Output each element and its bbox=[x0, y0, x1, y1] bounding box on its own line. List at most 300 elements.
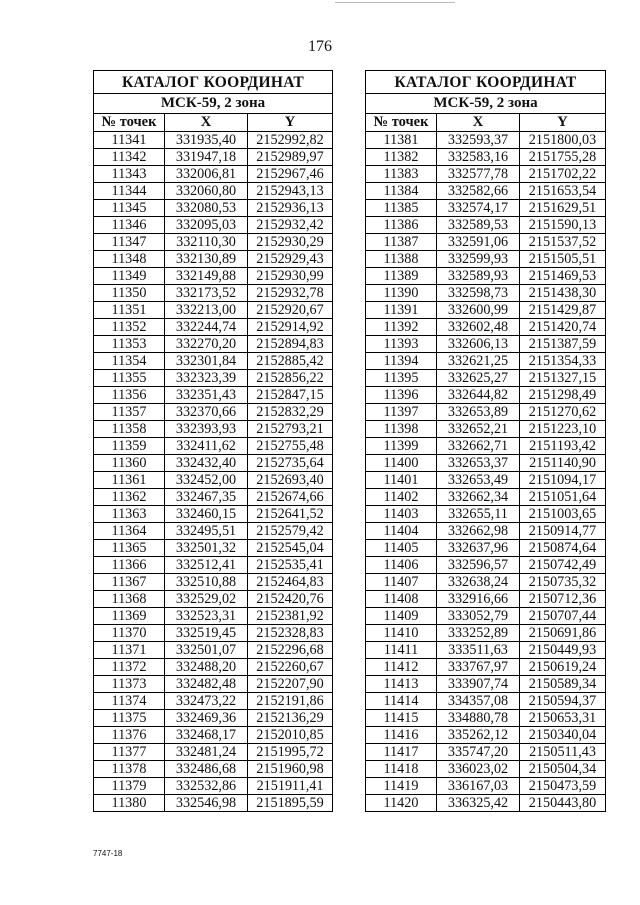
cell-point-number: 11382 bbox=[366, 149, 437, 166]
cell-y: 2151960,98 bbox=[248, 761, 333, 778]
cell-x: 332173,52 bbox=[165, 285, 248, 302]
cell-y: 2151653,54 bbox=[520, 183, 606, 200]
cell-x: 334357,08 bbox=[437, 693, 520, 710]
cell-point-number: 11352 bbox=[94, 319, 165, 336]
cell-y: 2151327,15 bbox=[520, 370, 606, 387]
cell-point-number: 11398 bbox=[366, 421, 437, 438]
table-row bbox=[94, 455, 333, 472]
cell-x: 332600,99 bbox=[437, 302, 520, 319]
cell-y: 2152641,52 bbox=[248, 506, 333, 523]
table-row bbox=[366, 795, 606, 812]
cell-point-number: 11419 bbox=[366, 778, 437, 795]
table-row bbox=[94, 149, 333, 166]
table-row bbox=[366, 591, 606, 608]
cell-y: 2151270,62 bbox=[520, 404, 606, 421]
cell-point-number: 11378 bbox=[94, 761, 165, 778]
cell-y: 2150707,44 bbox=[520, 608, 606, 625]
cell-y: 2152894,83 bbox=[248, 336, 333, 353]
cell-point-number: 11376 bbox=[94, 727, 165, 744]
cell-y: 2150691,86 bbox=[520, 625, 606, 642]
cell-y: 2151895,59 bbox=[248, 795, 333, 812]
cell-x: 332519,45 bbox=[165, 625, 248, 642]
cell-point-number: 11387 bbox=[366, 234, 437, 251]
cell-point-number: 11346 bbox=[94, 217, 165, 234]
cell-y: 2152920,67 bbox=[248, 302, 333, 319]
table-row bbox=[94, 778, 333, 795]
cell-y: 2152755,48 bbox=[248, 438, 333, 455]
cell-x: 332621,25 bbox=[437, 353, 520, 370]
cell-x: 333052,79 bbox=[437, 608, 520, 625]
table-row bbox=[94, 523, 333, 540]
cell-y: 2151193,42 bbox=[520, 438, 606, 455]
table-row bbox=[366, 353, 606, 370]
table-row bbox=[366, 608, 606, 625]
table-row bbox=[366, 506, 606, 523]
catalog-title: КАТАЛОГ КООРДИНАТ bbox=[94, 71, 333, 94]
cell-x: 332501,07 bbox=[165, 642, 248, 659]
cell-y: 2151537,52 bbox=[520, 234, 606, 251]
cell-y: 2150735,32 bbox=[520, 574, 606, 591]
cell-y: 2150443,80 bbox=[520, 795, 606, 812]
cell-point-number: 11353 bbox=[94, 336, 165, 353]
cell-point-number: 11354 bbox=[94, 353, 165, 370]
table-row bbox=[94, 710, 333, 727]
cell-y: 2152832,29 bbox=[248, 404, 333, 421]
cell-point-number: 11412 bbox=[366, 659, 437, 676]
cell-x: 332432,40 bbox=[165, 455, 248, 472]
cell-point-number: 11420 bbox=[366, 795, 437, 812]
cell-x: 333767,97 bbox=[437, 659, 520, 676]
cell-y: 2150449,93 bbox=[520, 642, 606, 659]
cell-x: 332482,48 bbox=[165, 676, 248, 693]
cell-point-number: 11342 bbox=[94, 149, 165, 166]
cell-x: 332589,93 bbox=[437, 268, 520, 285]
table-row bbox=[366, 727, 606, 744]
cell-x: 332583,16 bbox=[437, 149, 520, 166]
table-row bbox=[366, 183, 606, 200]
table-row bbox=[94, 183, 333, 200]
table-row bbox=[94, 574, 333, 591]
table-row bbox=[94, 285, 333, 302]
cell-y: 2152992,82 bbox=[248, 132, 333, 149]
cell-x: 332598,73 bbox=[437, 285, 520, 302]
cell-y: 2152381,92 bbox=[248, 608, 333, 625]
cell-x: 332473,22 bbox=[165, 693, 248, 710]
cell-y: 2152967,46 bbox=[248, 166, 333, 183]
table-row bbox=[366, 744, 606, 761]
table-row bbox=[94, 353, 333, 370]
table-row bbox=[366, 557, 606, 574]
table-row bbox=[366, 489, 606, 506]
cell-x: 332523,31 bbox=[165, 608, 248, 625]
cell-y: 2152989,97 bbox=[248, 149, 333, 166]
cell-x: 332510,88 bbox=[165, 574, 248, 591]
cell-point-number: 11358 bbox=[94, 421, 165, 438]
cell-y: 2151590,13 bbox=[520, 217, 606, 234]
cell-point-number: 11388 bbox=[366, 251, 437, 268]
column-header-x: X bbox=[165, 114, 248, 132]
cell-point-number: 11344 bbox=[94, 183, 165, 200]
cell-point-number: 11390 bbox=[366, 285, 437, 302]
cell-y: 2151438,30 bbox=[520, 285, 606, 302]
table-row bbox=[366, 166, 606, 183]
cell-x: 332591,06 bbox=[437, 234, 520, 251]
table-row bbox=[94, 795, 333, 812]
cell-y: 2152930,99 bbox=[248, 268, 333, 285]
cell-point-number: 11367 bbox=[94, 574, 165, 591]
coordinate-catalog-right bbox=[365, 70, 606, 812]
cell-y: 2151911,41 bbox=[248, 778, 333, 795]
cell-point-number: 11347 bbox=[94, 234, 165, 251]
table-row bbox=[94, 625, 333, 642]
cell-point-number: 11365 bbox=[94, 540, 165, 557]
table-row bbox=[94, 319, 333, 336]
cell-point-number: 11404 bbox=[366, 523, 437, 540]
cell-x: 332574,17 bbox=[437, 200, 520, 217]
table-row bbox=[94, 132, 333, 149]
cell-y: 2152693,40 bbox=[248, 472, 333, 489]
cell-x: 332589,53 bbox=[437, 217, 520, 234]
cell-point-number: 11374 bbox=[94, 693, 165, 710]
cell-x: 336325,42 bbox=[437, 795, 520, 812]
cell-point-number: 11408 bbox=[366, 591, 437, 608]
cell-x: 332653,37 bbox=[437, 455, 520, 472]
cell-y: 2150594,37 bbox=[520, 693, 606, 710]
table-row bbox=[94, 744, 333, 761]
cell-x: 332599,93 bbox=[437, 251, 520, 268]
cell-point-number: 11413 bbox=[366, 676, 437, 693]
cell-point-number: 11359 bbox=[94, 438, 165, 455]
table-row bbox=[366, 659, 606, 676]
table-row bbox=[366, 149, 606, 166]
cell-x: 333252,89 bbox=[437, 625, 520, 642]
cell-x: 332606,13 bbox=[437, 336, 520, 353]
cell-y: 2150742,49 bbox=[520, 557, 606, 574]
cell-x: 332468,17 bbox=[165, 727, 248, 744]
cell-point-number: 11393 bbox=[366, 336, 437, 353]
column-header-y: Y bbox=[520, 114, 606, 132]
cell-x: 332006,81 bbox=[165, 166, 248, 183]
table-row bbox=[366, 574, 606, 591]
cell-x: 332110,30 bbox=[165, 234, 248, 251]
cell-y: 2150589,34 bbox=[520, 676, 606, 693]
cell-x: 332213,00 bbox=[165, 302, 248, 319]
cell-y: 2151629,51 bbox=[520, 200, 606, 217]
cell-point-number: 11411 bbox=[366, 642, 437, 659]
column-header-point-number: № точек bbox=[366, 114, 437, 132]
cell-point-number: 11391 bbox=[366, 302, 437, 319]
cell-x: 332080,53 bbox=[165, 200, 248, 217]
cell-point-number: 11362 bbox=[94, 489, 165, 506]
cell-point-number: 11349 bbox=[94, 268, 165, 285]
cell-x: 332662,98 bbox=[437, 523, 520, 540]
cell-point-number: 11418 bbox=[366, 761, 437, 778]
cell-point-number: 11380 bbox=[94, 795, 165, 812]
cell-x: 332593,37 bbox=[437, 132, 520, 149]
table-row bbox=[94, 438, 333, 455]
cell-x: 332452,00 bbox=[165, 472, 248, 489]
cell-y: 2151003,65 bbox=[520, 506, 606, 523]
cell-point-number: 11361 bbox=[94, 472, 165, 489]
cell-x: 332596,57 bbox=[437, 557, 520, 574]
top-rule bbox=[335, 2, 455, 3]
cell-x: 336023,02 bbox=[437, 761, 520, 778]
table-row bbox=[94, 268, 333, 285]
cell-point-number: 11360 bbox=[94, 455, 165, 472]
cell-y: 2152420,76 bbox=[248, 591, 333, 608]
table-row bbox=[94, 217, 333, 234]
catalog-subtitle: МСК-59, 2 зона bbox=[94, 94, 333, 114]
cell-x: 332546,98 bbox=[165, 795, 248, 812]
table-row bbox=[94, 251, 333, 268]
cell-y: 2152885,42 bbox=[248, 353, 333, 370]
table-row bbox=[366, 540, 606, 557]
table-row bbox=[94, 489, 333, 506]
cell-point-number: 11409 bbox=[366, 608, 437, 625]
cell-point-number: 11389 bbox=[366, 268, 437, 285]
cell-y: 2150914,77 bbox=[520, 523, 606, 540]
table-row bbox=[366, 132, 606, 149]
table-row bbox=[366, 710, 606, 727]
table-row bbox=[366, 523, 606, 540]
cell-point-number: 11373 bbox=[94, 676, 165, 693]
cell-point-number: 11368 bbox=[94, 591, 165, 608]
cell-point-number: 11406 bbox=[366, 557, 437, 574]
cell-x: 332653,89 bbox=[437, 404, 520, 421]
column-header-y: Y bbox=[248, 114, 333, 132]
cell-point-number: 11396 bbox=[366, 387, 437, 404]
cell-y: 2152010,85 bbox=[248, 727, 333, 744]
cell-y: 2151298,49 bbox=[520, 387, 606, 404]
cell-point-number: 11392 bbox=[366, 319, 437, 336]
cell-x: 332625,27 bbox=[437, 370, 520, 387]
cell-point-number: 11394 bbox=[366, 353, 437, 370]
table-row bbox=[366, 642, 606, 659]
cell-point-number: 11355 bbox=[94, 370, 165, 387]
cell-x: 332244,74 bbox=[165, 319, 248, 336]
table-row bbox=[94, 557, 333, 574]
cell-point-number: 11375 bbox=[94, 710, 165, 727]
table-row bbox=[94, 387, 333, 404]
cell-x: 332655,11 bbox=[437, 506, 520, 523]
table-row bbox=[94, 302, 333, 319]
cell-y: 2151469,53 bbox=[520, 268, 606, 285]
table-row bbox=[94, 370, 333, 387]
table-row bbox=[366, 217, 606, 234]
cell-x: 332469,36 bbox=[165, 710, 248, 727]
cell-point-number: 11364 bbox=[94, 523, 165, 540]
page-number: 176 bbox=[308, 38, 332, 55]
cell-x: 332411,62 bbox=[165, 438, 248, 455]
cell-y: 2150874,64 bbox=[520, 540, 606, 557]
cell-y: 2151140,90 bbox=[520, 455, 606, 472]
cell-point-number: 11395 bbox=[366, 370, 437, 387]
cell-x: 332095,03 bbox=[165, 217, 248, 234]
cell-x: 332467,35 bbox=[165, 489, 248, 506]
cell-y: 2152535,41 bbox=[248, 557, 333, 574]
table-row bbox=[366, 200, 606, 217]
cell-y: 2150504,34 bbox=[520, 761, 606, 778]
cell-x: 332652,21 bbox=[437, 421, 520, 438]
cell-y: 2150712,36 bbox=[520, 591, 606, 608]
cell-point-number: 11341 bbox=[94, 132, 165, 149]
cell-point-number: 11417 bbox=[366, 744, 437, 761]
cell-point-number: 11415 bbox=[366, 710, 437, 727]
cell-point-number: 11410 bbox=[366, 625, 437, 642]
cell-x: 332662,71 bbox=[437, 438, 520, 455]
table-row bbox=[366, 302, 606, 319]
cell-y: 2152914,92 bbox=[248, 319, 333, 336]
cell-y: 2152932,78 bbox=[248, 285, 333, 302]
table-row bbox=[94, 727, 333, 744]
cell-y: 2150619,24 bbox=[520, 659, 606, 676]
cell-point-number: 11377 bbox=[94, 744, 165, 761]
table-row bbox=[366, 251, 606, 268]
cell-point-number: 11348 bbox=[94, 251, 165, 268]
cell-y: 2152793,21 bbox=[248, 421, 333, 438]
cell-point-number: 11402 bbox=[366, 489, 437, 506]
cell-point-number: 11384 bbox=[366, 183, 437, 200]
cell-x: 331947,18 bbox=[165, 149, 248, 166]
cell-y: 2152847,15 bbox=[248, 387, 333, 404]
cell-y: 2151051,64 bbox=[520, 489, 606, 506]
cell-x: 332488,20 bbox=[165, 659, 248, 676]
cell-point-number: 11356 bbox=[94, 387, 165, 404]
table-row bbox=[94, 421, 333, 438]
cell-point-number: 11416 bbox=[366, 727, 437, 744]
cell-y: 2152735,64 bbox=[248, 455, 333, 472]
cell-y: 2150473,59 bbox=[520, 778, 606, 795]
table-row bbox=[94, 472, 333, 489]
table-row bbox=[94, 761, 333, 778]
table-row bbox=[366, 693, 606, 710]
cell-point-number: 11370 bbox=[94, 625, 165, 642]
cell-x: 332486,68 bbox=[165, 761, 248, 778]
cell-y: 2151429,87 bbox=[520, 302, 606, 319]
cell-y: 2152464,83 bbox=[248, 574, 333, 591]
cell-x: 335747,20 bbox=[437, 744, 520, 761]
cell-y: 2152579,42 bbox=[248, 523, 333, 540]
cell-x: 332644,82 bbox=[437, 387, 520, 404]
table-row bbox=[94, 166, 333, 183]
cell-y: 2152207,90 bbox=[248, 676, 333, 693]
table-row bbox=[94, 200, 333, 217]
cell-point-number: 11350 bbox=[94, 285, 165, 302]
cell-point-number: 11401 bbox=[366, 472, 437, 489]
table-row bbox=[94, 234, 333, 251]
cell-x: 332301,84 bbox=[165, 353, 248, 370]
column-header-x: X bbox=[437, 114, 520, 132]
cell-y: 2152328,83 bbox=[248, 625, 333, 642]
table-row bbox=[366, 625, 606, 642]
cell-y: 2152943,13 bbox=[248, 183, 333, 200]
table-row bbox=[94, 676, 333, 693]
table-row bbox=[366, 421, 606, 438]
cell-y: 2151094,17 bbox=[520, 472, 606, 489]
cell-y: 2152674,66 bbox=[248, 489, 333, 506]
cell-x: 336167,03 bbox=[437, 778, 520, 795]
cell-x: 332916,66 bbox=[437, 591, 520, 608]
cell-x: 334880,78 bbox=[437, 710, 520, 727]
cell-x: 332060,80 bbox=[165, 183, 248, 200]
cell-y: 2150653,31 bbox=[520, 710, 606, 727]
cell-x: 332582,66 bbox=[437, 183, 520, 200]
table-row bbox=[366, 676, 606, 693]
cell-x: 333907,74 bbox=[437, 676, 520, 693]
cell-point-number: 11383 bbox=[366, 166, 437, 183]
cell-y: 2151420,74 bbox=[520, 319, 606, 336]
cell-y: 2151223,10 bbox=[520, 421, 606, 438]
cell-point-number: 11372 bbox=[94, 659, 165, 676]
cell-y: 2151995,72 bbox=[248, 744, 333, 761]
cell-y: 2152545,04 bbox=[248, 540, 333, 557]
cell-x: 331935,40 bbox=[165, 132, 248, 149]
cell-x: 332130,89 bbox=[165, 251, 248, 268]
cell-x: 332529,02 bbox=[165, 591, 248, 608]
cell-x: 332351,43 bbox=[165, 387, 248, 404]
table-row bbox=[366, 404, 606, 421]
cell-y: 2152932,42 bbox=[248, 217, 333, 234]
cell-point-number: 11357 bbox=[94, 404, 165, 421]
cell-point-number: 11407 bbox=[366, 574, 437, 591]
table-row bbox=[94, 608, 333, 625]
table-row bbox=[366, 319, 606, 336]
cell-x: 332323,39 bbox=[165, 370, 248, 387]
cell-x: 332662,34 bbox=[437, 489, 520, 506]
cell-x: 332577,78 bbox=[437, 166, 520, 183]
coordinate-catalog-left bbox=[93, 70, 333, 812]
table-row bbox=[94, 659, 333, 676]
table-row bbox=[94, 540, 333, 557]
cell-point-number: 11381 bbox=[366, 132, 437, 149]
cell-x: 332393,93 bbox=[165, 421, 248, 438]
table-row bbox=[366, 761, 606, 778]
cell-y: 2152936,13 bbox=[248, 200, 333, 217]
cell-x: 332532,86 bbox=[165, 778, 248, 795]
cell-point-number: 11405 bbox=[366, 540, 437, 557]
cell-y: 2152856,22 bbox=[248, 370, 333, 387]
cell-point-number: 11363 bbox=[94, 506, 165, 523]
cell-x: 332270,20 bbox=[165, 336, 248, 353]
cell-point-number: 11399 bbox=[366, 438, 437, 455]
cell-y: 2151755,28 bbox=[520, 149, 606, 166]
cell-point-number: 11414 bbox=[366, 693, 437, 710]
table-row bbox=[366, 438, 606, 455]
cell-point-number: 11385 bbox=[366, 200, 437, 217]
cell-y: 2152136,29 bbox=[248, 710, 333, 727]
cell-y: 2152929,43 bbox=[248, 251, 333, 268]
cell-point-number: 11345 bbox=[94, 200, 165, 217]
cell-x: 332501,32 bbox=[165, 540, 248, 557]
table-row bbox=[94, 506, 333, 523]
cell-point-number: 11369 bbox=[94, 608, 165, 625]
catalog-subtitle: МСК-59, 2 зона bbox=[366, 94, 606, 114]
table-row bbox=[366, 387, 606, 404]
cell-point-number: 11343 bbox=[94, 166, 165, 183]
cell-point-number: 11397 bbox=[366, 404, 437, 421]
cell-x: 332460,15 bbox=[165, 506, 248, 523]
cell-x: 332653,49 bbox=[437, 472, 520, 489]
table-row bbox=[366, 370, 606, 387]
cell-y: 2152930,29 bbox=[248, 234, 333, 251]
table-row bbox=[94, 336, 333, 353]
cell-y: 2152260,67 bbox=[248, 659, 333, 676]
cell-x: 332370,66 bbox=[165, 404, 248, 421]
cell-y: 2151505,51 bbox=[520, 251, 606, 268]
table-row bbox=[366, 336, 606, 353]
table-row bbox=[366, 285, 606, 302]
cell-y: 2151702,22 bbox=[520, 166, 606, 183]
